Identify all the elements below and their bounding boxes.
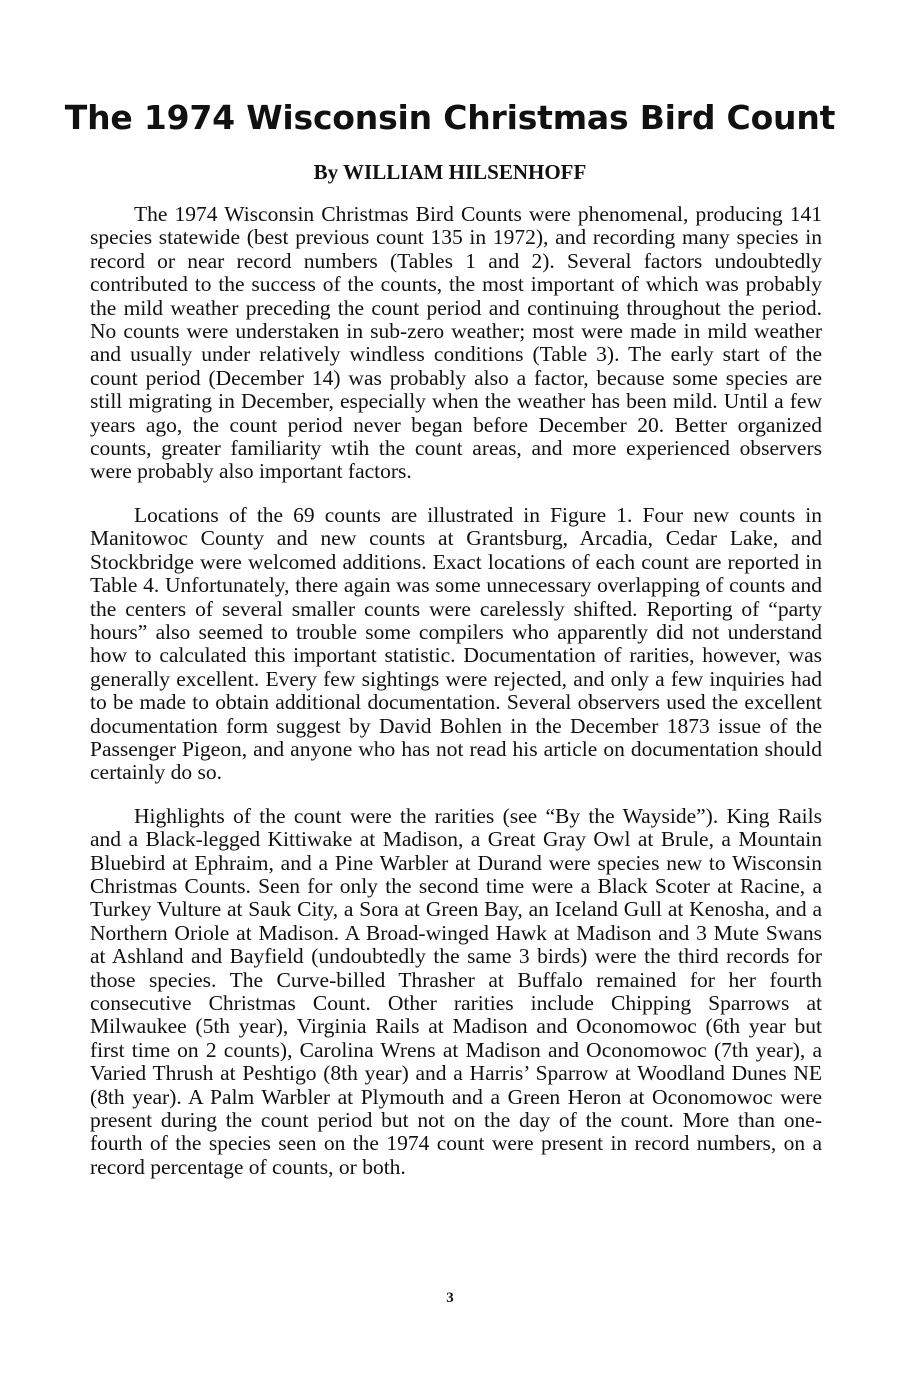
paragraph-3: Highlights of the count were the rarities (see “By the Wayside”). King Rails and a Black-legged Kittiwake at Madison, a Great Gray Owl at Brule, a Mountain Bluebird at Ephraim, and a Pine Warbler at Durand were species new to Wisconsin Christmas Counts. Seen for only the second time were a Black Scoter at Racine, a Turkey Vulture at Sauk City, a Sora at Green Bay, an Iceland Gull at Kenosha, and a Northern Oriole at Madison. A Broad-winged Hawk at Madison and 3 Mute Swans at Ashland and Bayfield (undoubtedly the same 3 birds) were the third records for those species. The Curve-billed Thrasher at Buffalo remained for her fourth consecutive Christmas Count. Other rarities include Chipping Sparrows at Milwaukee (5th year), Virginia Rails at Madison and Oconomowoc (6th year but first time on 2 counts), Carolina Wrens at Madison and Oconomowoc (7th year), a Varied Thrush at Peshtigo (8th year) and a Harris’ Sparrow at Woodland Dunes NE (8th year). A Palm Warbler at Plymouth and a Green Heron at Oconomowoc were present during the count period but not on the day of the count. More than one-fourth of the species seen on the 1974 count were present in record numbers, on a record percentage of counts, or both. (90, 803, 822, 1179)
page-number: 3 (446, 1290, 454, 1306)
paragraph-2: Locations of the 69 counts are illustrated in Figure 1. Four new counts in Manitowoc County and new counts at Grantsburg, Arcadia, Cedar Lake, and Stockbridge were welcomed additions. Exact locations of each count are reported in Table 4. Unfortunately, there again was some unnecessary overlapping of counts and the centers of several smaller counts were carelessly shifted. Reporting of “party hours” also seemed to trouble some compilers who apparently did not understand how to calculated this important statistic. Documentation of rarities, however, was generally excellent. Every few sightings were rejected, and only a few inquiries had to be made to obtain additional documentation. Several observers used the excellent documentation form suggest by David Bohlen in the December 1873 issue of the Passenger Pigeon, and anyone who has not read his article on documentation should certainly do so. (90, 502, 822, 785)
article-body (90, 203, 822, 1199)
article-title: The 1974 Wisconsin Christmas Bird Count (64, 98, 836, 137)
paragraph-1: The 1974 Wisconsin Christmas Bird Counts were phenomenal, producing 141 species statewide (best previous count 135 in 1972), and recording many species in record or near record numbers (Tables 1 and 2). Several factors undoubtedly contributed to the success of the counts, the most important of which was probably the mild weather preceding the count period and continuing throughout the period. No counts were understaken in sub-zero weather; most were made in mild weather and usually under relatively windless conditions (Table 3). The early start of the count period (December 14) was probably also a factor, because some species are still migrating in December, especially when the weather has been mild. Until a few years ago, the count period never began before December 20. Better organized counts, greater familiarity wtih the count areas, and more experienced observers were probably also important factors. (90, 202, 822, 484)
article-byline: By WILLIAM HILSENHOFF (313, 160, 587, 184)
